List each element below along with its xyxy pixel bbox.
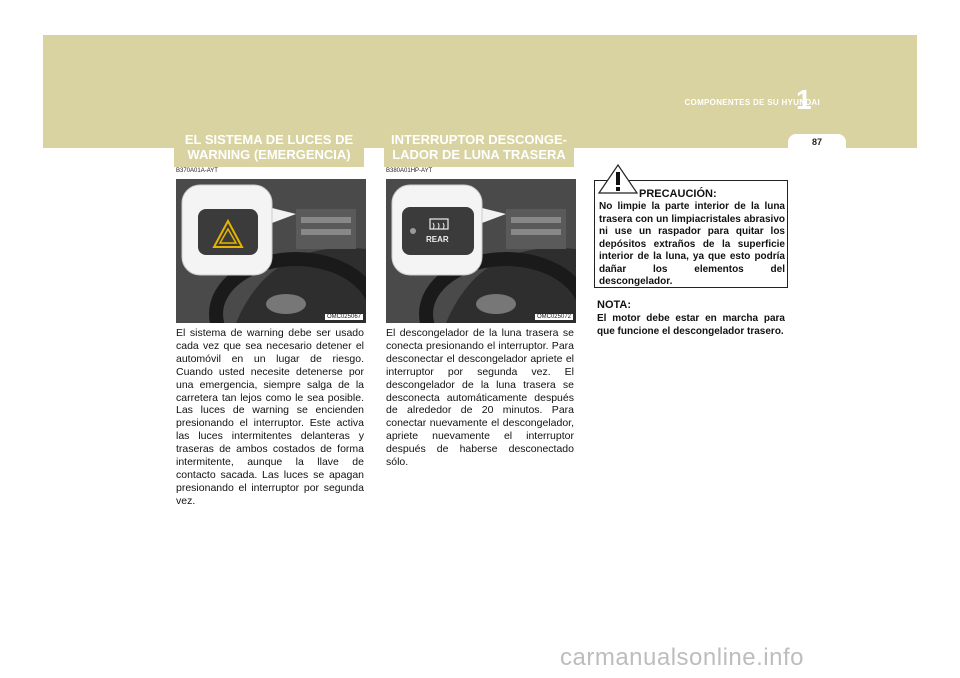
image-code-defroster: OMC025072 bbox=[536, 314, 571, 320]
hazard-switch-photo bbox=[176, 179, 366, 323]
chapter-title: COMPONENTES DE SU HYUNDAI bbox=[684, 98, 820, 107]
note-text: El motor debe estar en marcha para que funcione el descongelador trasero. bbox=[597, 313, 785, 337]
chapter-number: 1 bbox=[796, 84, 812, 115]
section-heading-warning: EL SISTEMA DE LUCES DE WARNING (EMERGENCIA) bbox=[174, 127, 364, 167]
body-text-defroster: El descongelador de la luna trasera se conecta presionando el interruptor. Para desconectar el descongelador apriete el interruptor por segunda vez. El descongelador de la luna trasera se desconecta automáticamente después de alrededor de 20 minutos. Para conectar nuevamente el descongelador, apriete nuevamente el interruptor después de haberse desconectado sólo. bbox=[386, 327, 574, 469]
image-code-warning: OMC025067 bbox=[326, 314, 361, 320]
watermark: carmanualsonline.info bbox=[560, 644, 804, 671]
caution-text: No limpie la parte interior de la luna trasera con un limpiacristales abrasivo ni use un raspador para quitar los depósitos extraños de la superficie interior de la luna, ya que esto podría dañar los elementos del descongelador. bbox=[599, 201, 785, 287]
note-title: NOTA: bbox=[597, 299, 632, 311]
section-heading-defroster: INTERRUPTOR DESCONGE- LADOR DE LUNA TRASERA bbox=[384, 127, 574, 167]
body-text-warning: El sistema de warning debe ser usado cada vez que sea necesario detener el automóvil en un lugar de riesgo. Cuando usted necesite detenerse por una emergencia, siempre salga de la carretera tan lejos como le sea posible. Las luces de warning se encienden presionando el interruptor. Este activa las luces intermitentes delanteras y traseras de ambos costados de forma intermitente, aunque la llave de contacto sacada. Las luces se apagan presionando el interruptor por segunda vez. bbox=[176, 327, 364, 507]
section-code-defroster: B380A01HP-AYT bbox=[386, 168, 433, 174]
defroster-switch-photo bbox=[386, 179, 576, 323]
rear-button-label: REAR bbox=[426, 235, 449, 244]
section-code-warning: B370A01A-AYT bbox=[176, 168, 218, 174]
page-number: 87 bbox=[788, 134, 846, 150]
warning-triangle-icon bbox=[598, 164, 638, 199]
caution-title: PRECAUCIÓN: bbox=[639, 188, 717, 200]
